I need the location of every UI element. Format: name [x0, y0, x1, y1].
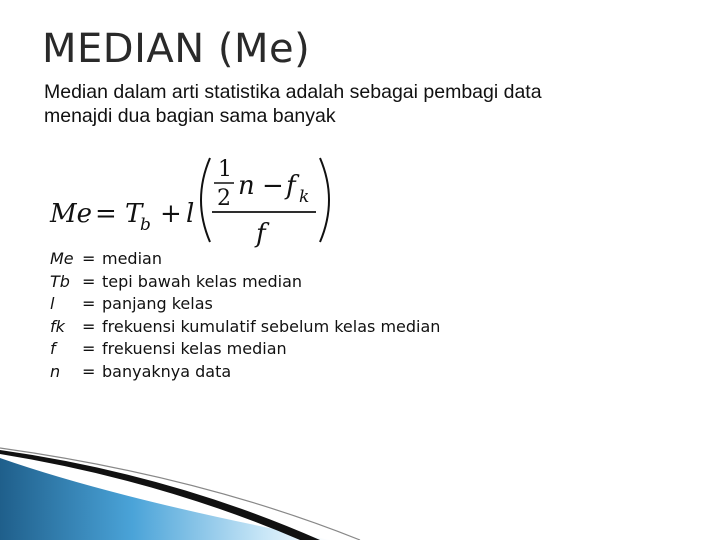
- legend-symbol: l: [50, 294, 55, 313]
- legend-row: [50, 293, 440, 316]
- formula-n: n: [238, 171, 255, 201]
- legend-symbol: f: [50, 339, 56, 358]
- formula-tb-sub: b: [140, 215, 151, 235]
- description-line-1: Median dalam arti statistika adalah sebagai pembagi data: [44, 81, 542, 103]
- legend-row: [50, 271, 440, 294]
- legend-row: [50, 316, 440, 339]
- formula-tb: T: [125, 199, 143, 229]
- median-formula: [40, 150, 360, 250]
- formula-l: l: [186, 199, 195, 229]
- formula-minus: −: [262, 171, 284, 201]
- legend-description: banyaknya data: [102, 361, 232, 381]
- legend-equals: =: [82, 249, 96, 268]
- formula-lhs: Me: [50, 199, 93, 229]
- half-numerator: 1: [218, 157, 232, 182]
- right-paren: [320, 158, 329, 242]
- formula-equals: =: [95, 199, 117, 229]
- legend-equals: =: [82, 339, 96, 358]
- variable-legend: [50, 248, 440, 383]
- legend-row: [50, 361, 440, 384]
- formula-fk: f: [286, 171, 296, 201]
- legend-symbol: n: [50, 361, 61, 381]
- description-line-2: menajdi dua bagian sama banyak: [44, 105, 336, 127]
- legend-description: frekuensi kelas median: [102, 339, 287, 358]
- formula-fk-sub: k: [299, 187, 310, 207]
- legend-equals: =: [82, 361, 96, 381]
- legend-description: median: [102, 249, 162, 268]
- legend-symbol: Tb: [50, 271, 70, 291]
- legend-row: [50, 248, 440, 271]
- legend-symbol: Me: [50, 249, 74, 268]
- formula-plus: +: [160, 199, 182, 229]
- formula-denominator: f: [256, 219, 266, 249]
- decorative-swoosh: [0, 440, 720, 540]
- legend-equals: =: [82, 294, 96, 313]
- legend-equals: =: [82, 316, 96, 336]
- legend-symbol: fk: [50, 316, 65, 336]
- slide-description: [44, 80, 664, 128]
- slide-title: MEDIAN (Me): [42, 26, 311, 72]
- half-denominator: 2: [217, 186, 231, 211]
- legend-description: frekuensi kumulatif sebelum kelas median: [102, 316, 441, 336]
- legend-description: tepi bawah kelas median: [102, 271, 303, 291]
- legend-description: panjang kelas: [102, 294, 213, 313]
- legend-equals: =: [82, 271, 96, 291]
- legend-row: [50, 338, 440, 361]
- left-paren: [201, 158, 210, 242]
